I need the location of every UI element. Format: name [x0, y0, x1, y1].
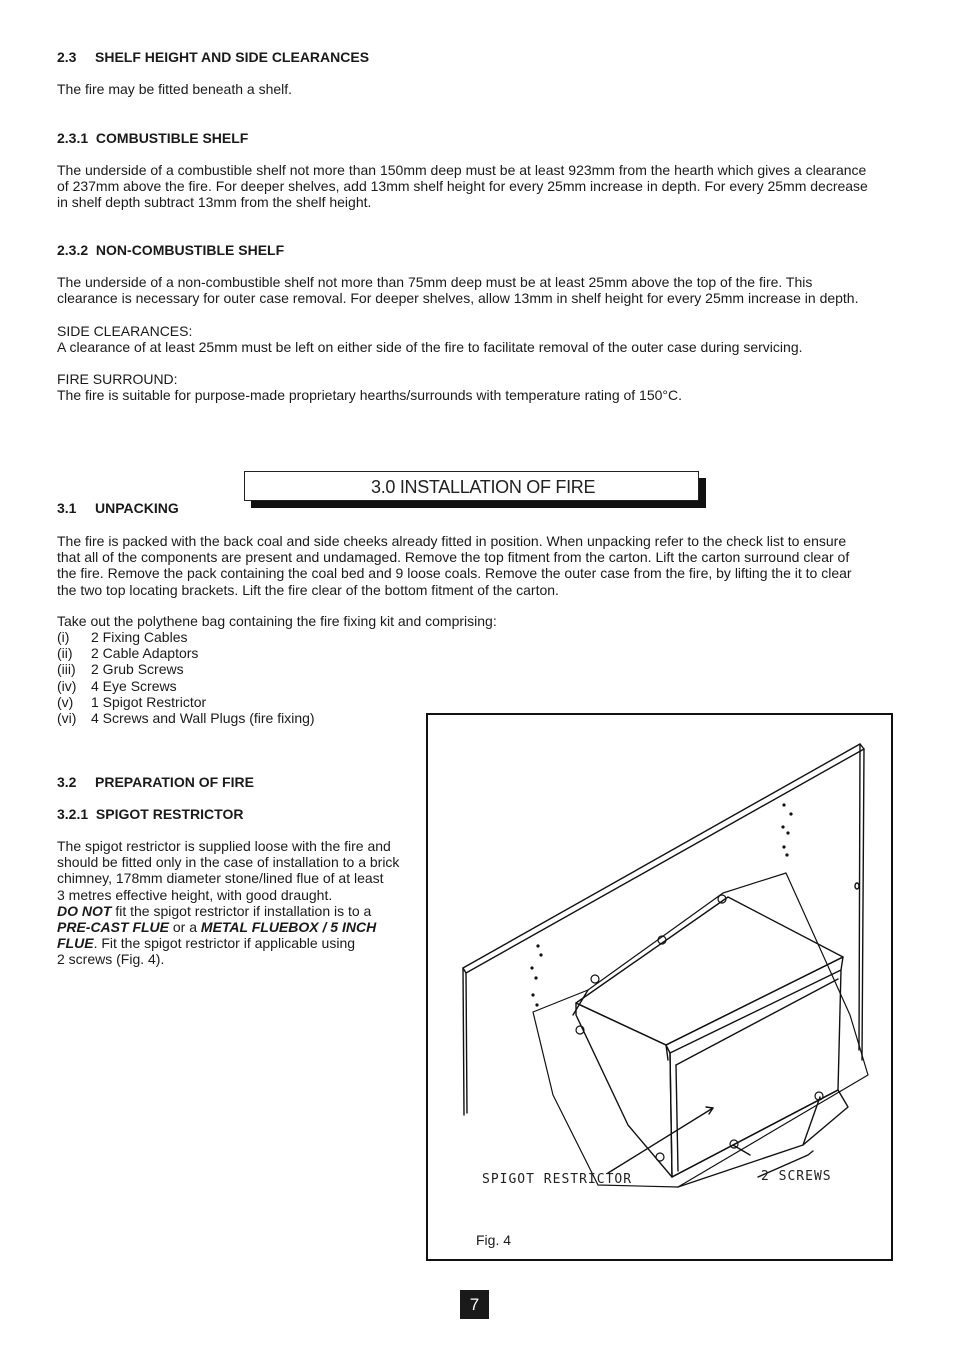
paragraph-line: that all of the components are present and undamaged. Remove the top fitment from the carton. Lift the carton surround clear of — [57, 549, 850, 566]
section-title: COMBUSTIBLE SHELF — [95, 130, 249, 146]
emphasis-do-not: DO NOT — [57, 902, 112, 919]
section-2-3-heading — [57, 49, 369, 65]
paragraph-line: clearance is necessary for outer case removal. For deeper shelves, allow 13mm in shelf height for every 25mm increase in depth. — [57, 290, 859, 307]
section-2-3-2-paragraph — [57, 274, 859, 306]
emphasis-precast-flue: PRE-CAST FLUE — [57, 919, 169, 936]
side-clearances-text: A clearance of at least 25mm must be left on either side of the fire to facilitate removal of the outer case during servicing. — [57, 339, 803, 356]
paragraph-line: The spigot restrictor is supplied loose with the fire and — [57, 838, 391, 854]
list-item: (v) 1 Spigot Restrictor — [57, 693, 207, 710]
paragraph-line: 3 metres effective height, with good draught. — [57, 886, 333, 903]
paragraph-line: chimney, 178mm diameter stone/lined flue of at least — [57, 870, 384, 887]
figure-4-frame — [426, 713, 893, 1261]
paragraph-line: The fire is packed with the back coal and side cheeks already fitted in position. When unpacking refer to the check list to ensure — [57, 533, 847, 549]
section-2-3-text: The fire may be fitted beneath a shelf. — [57, 81, 293, 97]
section-number: 2.3 — [57, 49, 77, 65]
section-3-2-heading — [57, 774, 254, 790]
fire-surround-block — [57, 371, 682, 403]
paragraph-line: 2 screws (Fig. 4). — [57, 951, 165, 968]
section-number: 3.2 — [57, 774, 77, 790]
section-number: 2.3.1 — [57, 130, 89, 146]
chapter-banner — [244, 471, 699, 501]
list-item: (iii) 2 Grub Screws — [57, 661, 184, 678]
fire-surround-text: The fire is suitable for purpose-made proprietary hearths/surrounds with temperature rating of 150°C. — [57, 387, 683, 404]
section-2-3-2-heading — [57, 242, 284, 258]
list-item: (vi) 4 Screws and Wall Plugs (fire fixing) — [57, 710, 315, 727]
side-clearances-block — [57, 323, 803, 355]
paragraph-line: in shelf depth subtract 13mm from the shelf height. — [57, 194, 372, 211]
paragraph-line: FLUE. Fit the spigot restrictor if applicable using — [57, 935, 356, 952]
section-title: SPIGOT RESTRICTOR — [95, 806, 244, 822]
fire-surround-heading: FIRE SURROUND: — [57, 371, 178, 387]
section-2-3-1-paragraph — [57, 162, 868, 211]
kit-list — [57, 629, 315, 726]
paragraph-line: should be fitted only in the case of installation to a brick — [57, 854, 400, 871]
section-title: SHELF HEIGHT AND SIDE CLEARANCES — [95, 49, 370, 65]
side-clearances-heading: SIDE CLEARANCES: — [57, 323, 193, 339]
section-number: 2.3.2 — [57, 242, 89, 258]
list-item: (iv) 4 Eye Screws — [57, 677, 177, 694]
paragraph-line: the fire. Remove the pack containing the coal bed and 9 loose coals. Remove the outer case from the fire, by lifting the it to clear — [57, 565, 852, 582]
paragraph-line: of 237mm above the fire. For deeper shelves, add 13mm shelf height for every 25mm increase in depth. For every 25mm decrease — [57, 178, 868, 195]
kit-intro: Take out the polythene bag containing the fire fixing kit and comprising: — [57, 613, 497, 629]
section-title: PREPARATION OF FIRE — [95, 774, 254, 790]
section-3-2-1-paragraph — [57, 838, 399, 968]
label-two-screws: 2 SCREWS — [761, 1169, 832, 1184]
paragraph-line: The underside of a non-combustible shelf not more than 75mm deep must be at least 25mm above the top of the fire. This — [57, 274, 813, 290]
section-number: 3.1 — [57, 500, 77, 516]
section-3-1-heading — [57, 500, 179, 516]
paragraph-line: DO NOT fit the spigot restrictor if installation is to a — [57, 902, 372, 919]
section-2-3-1-heading — [57, 130, 248, 146]
emphasis-metal-fluebox: METAL FLUEBOX / 5 INCH — [200, 919, 377, 936]
page-number: 7 — [460, 1290, 489, 1319]
figure-caption: Fig. 4 — [476, 1232, 512, 1248]
label-spigot-restrictor: SPIGOT RESTRICTOR — [482, 1172, 633, 1187]
section-title: UNPACKING — [95, 500, 179, 516]
chapter-title: 3.0 INSTALLATION OF FIRE — [371, 477, 596, 497]
section-number: 3.2.1 — [57, 806, 89, 822]
paragraph-line: PRE-CAST FLUE or a METAL FLUEBOX / 5 INCH — [57, 919, 377, 936]
paragraph-line: the two top locating brackets. Lift the fire clear of the bottom fitment of the carton. — [57, 581, 559, 598]
paragraph-line: The underside of a combustible shelf not more than 150mm deep must be at least 923mm from the hearth which gives a clearance — [57, 162, 867, 178]
section-3-1-paragraph — [57, 533, 852, 598]
list-item: (ii) 2 Cable Adaptors — [57, 645, 199, 662]
section-3-2-1-heading — [57, 806, 243, 822]
list-item: (i) 2 Fixing Cables — [57, 629, 188, 645]
emphasis-flue: FLUE — [57, 935, 94, 952]
section-title: NON-COMBUSTIBLE SHELF — [95, 242, 285, 258]
